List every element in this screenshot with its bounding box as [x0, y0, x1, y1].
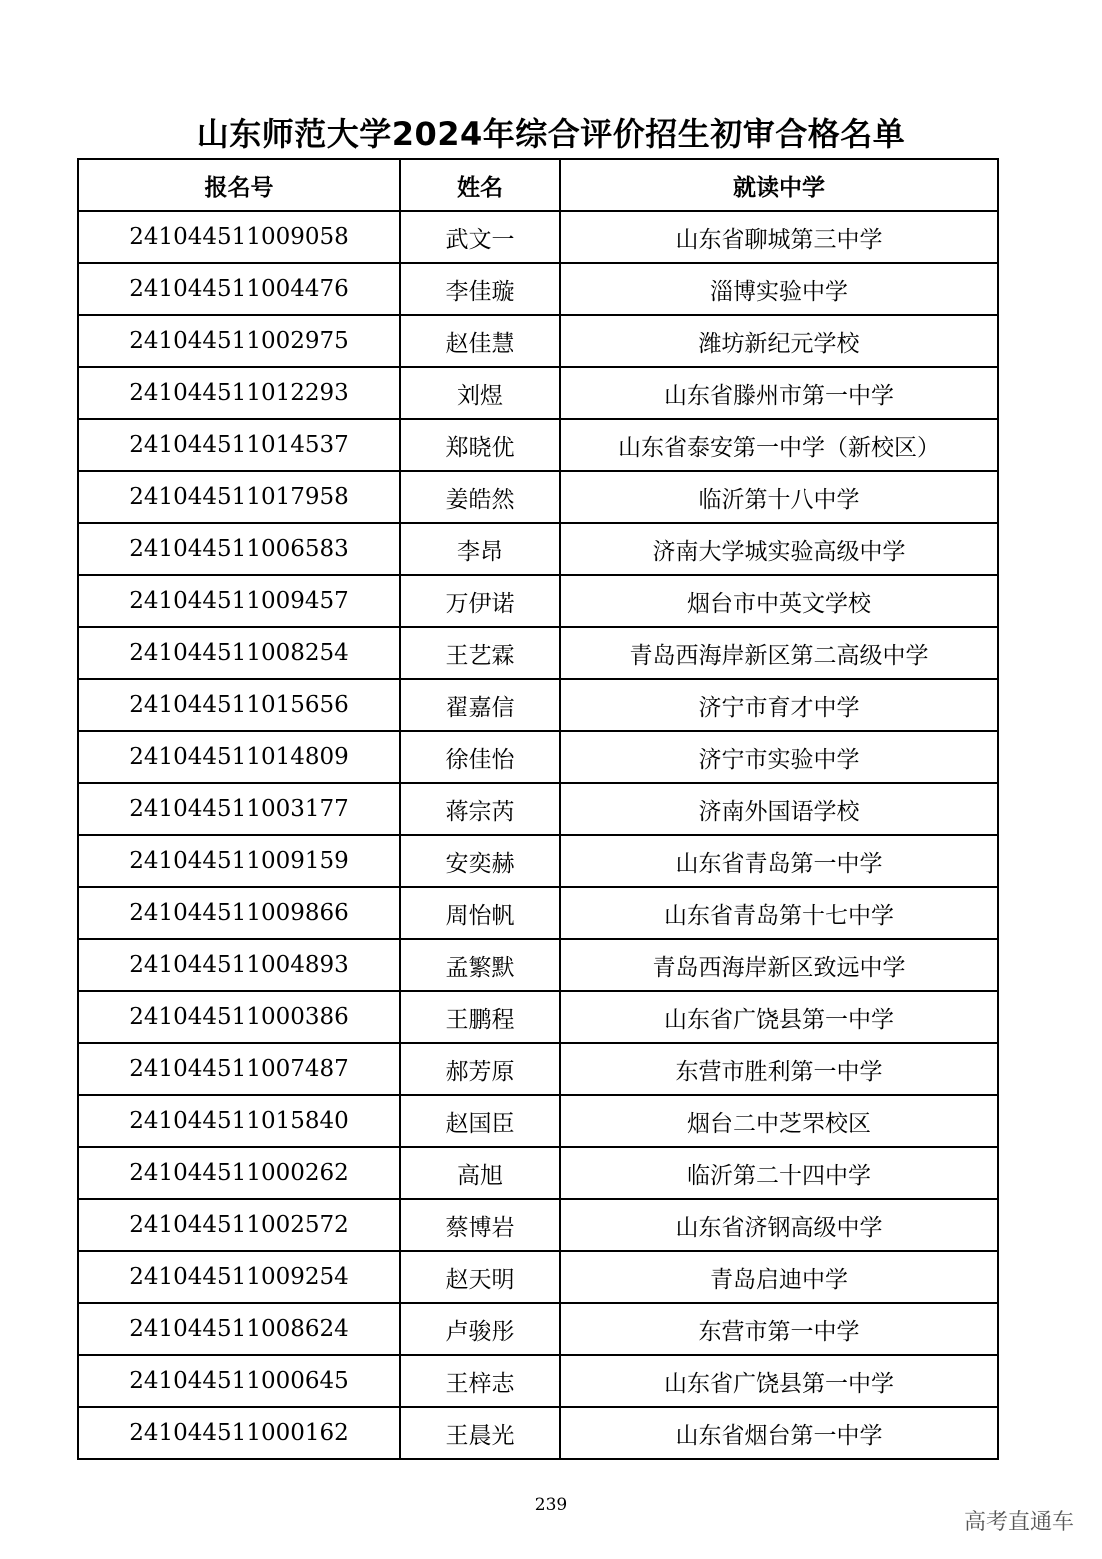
- table-row: [78, 627, 998, 679]
- school-name-cell: 青岛西海岸新区致远中学: [560, 939, 998, 991]
- registration-number-cell: 241044511007487: [78, 1043, 400, 1095]
- student-name-cell: 王鹏程: [400, 991, 560, 1043]
- registration-number-cell: 241044511009058: [78, 211, 400, 263]
- table-row: [78, 1095, 998, 1147]
- watermark-text: 高考直通车: [963, 1510, 1074, 1535]
- table-row: [78, 523, 998, 575]
- registration-number-cell: 241044511004476: [78, 263, 400, 315]
- student-name-cell: 赵佳慧: [400, 315, 560, 367]
- school-name-cell: 济宁市实验中学: [560, 731, 998, 783]
- registration-number-cell: 241044511017958: [78, 471, 400, 523]
- school-name-cell: 淄博实验中学: [560, 263, 998, 315]
- table-row: [78, 1407, 998, 1459]
- table-row: [78, 1199, 998, 1251]
- table-row: [78, 679, 998, 731]
- table-row: [78, 419, 998, 471]
- school-name-cell: 山东省聊城第三中学: [560, 211, 998, 263]
- registration-number-cell: 241044511000645: [78, 1355, 400, 1407]
- student-name-cell: 万伊诺: [400, 575, 560, 627]
- registration-number-cell: 241044511004893: [78, 939, 400, 991]
- table-row: [78, 1251, 998, 1303]
- table-row: [78, 1043, 998, 1095]
- student-name-cell: 李佳璇: [400, 263, 560, 315]
- registration-number-cell: 241044511015656: [78, 679, 400, 731]
- registration-number-cell: 241044511014809: [78, 731, 400, 783]
- table-row: [78, 887, 998, 939]
- student-name-cell: 徐佳怡: [400, 731, 560, 783]
- column-header-school: 就读中学: [560, 159, 998, 211]
- school-name-cell: 青岛西海岸新区第二高级中学: [560, 627, 998, 679]
- student-name-cell: 王艺霖: [400, 627, 560, 679]
- registration-number-cell: 241044511009254: [78, 1251, 400, 1303]
- registration-number-cell: 241044511006583: [78, 523, 400, 575]
- student-name-cell: 蔡博岩: [400, 1199, 560, 1251]
- table-row: [78, 263, 998, 315]
- student-name-cell: 赵国臣: [400, 1095, 560, 1147]
- page-title: 山东师范大学2024年综合评价招生初审合格名单: [196, 115, 906, 153]
- registration-number-cell: 241044511009866: [78, 887, 400, 939]
- registration-number-cell: 241044511000162: [78, 1407, 400, 1459]
- school-name-cell: 东营市胜利第一中学: [560, 1043, 998, 1095]
- page-number: 239: [534, 1495, 568, 1515]
- table-row: [78, 575, 998, 627]
- table-row: [78, 211, 998, 263]
- registration-number-cell: 241044511014537: [78, 419, 400, 471]
- school-name-cell: 济南外国语学校: [560, 783, 998, 835]
- table-row: [78, 835, 998, 887]
- table-body: [78, 211, 998, 1459]
- student-name-cell: 郑晓优: [400, 419, 560, 471]
- table-row: [78, 1147, 998, 1199]
- registration-number-cell: 241044511008624: [78, 1303, 400, 1355]
- student-name-cell: 孟繁默: [400, 939, 560, 991]
- student-name-cell: 郝芳原: [400, 1043, 560, 1095]
- column-header-registration-number: 报名号: [78, 159, 400, 211]
- school-name-cell: 烟台二中芝罘校区: [560, 1095, 998, 1147]
- table-row: [78, 1303, 998, 1355]
- school-name-cell: 山东省广饶县第一中学: [560, 1355, 998, 1407]
- school-name-cell: 烟台市中英文学校: [560, 575, 998, 627]
- column-header-name: 姓名: [400, 159, 560, 211]
- table-row: [78, 315, 998, 367]
- student-name-cell: 卢骏彤: [400, 1303, 560, 1355]
- school-name-cell: 山东省青岛第一中学: [560, 835, 998, 887]
- student-name-cell: 王梓志: [400, 1355, 560, 1407]
- registration-number-cell: 241044511009159: [78, 835, 400, 887]
- student-name-cell: 翟嘉信: [400, 679, 560, 731]
- table-row: [78, 783, 998, 835]
- table-row: [78, 939, 998, 991]
- school-name-cell: 临沂第十八中学: [560, 471, 998, 523]
- student-name-cell: 赵天明: [400, 1251, 560, 1303]
- table-header-row: [78, 159, 998, 211]
- registration-number-cell: 241044511000262: [78, 1147, 400, 1199]
- registration-number-cell: 241044511012293: [78, 367, 400, 419]
- table-row: [78, 367, 998, 419]
- school-name-cell: 山东省广饶县第一中学: [560, 991, 998, 1043]
- registration-number-cell: 241044511003177: [78, 783, 400, 835]
- table-row: [78, 471, 998, 523]
- student-name-cell: 李昂: [400, 523, 560, 575]
- student-name-cell: 刘煜: [400, 367, 560, 419]
- school-name-cell: 山东省青岛第十七中学: [560, 887, 998, 939]
- school-name-cell: 济南大学城实验高级中学: [560, 523, 998, 575]
- school-name-cell: 山东省泰安第一中学（新校区）: [560, 419, 998, 471]
- registration-number-cell: 241044511000386: [78, 991, 400, 1043]
- school-name-cell: 临沂第二十四中学: [560, 1147, 998, 1199]
- school-name-cell: 东营市第一中学: [560, 1303, 998, 1355]
- school-name-cell: 济宁市育才中学: [560, 679, 998, 731]
- table-row: [78, 731, 998, 783]
- registration-number-cell: 241044511015840: [78, 1095, 400, 1147]
- registration-number-cell: 241044511008254: [78, 627, 400, 679]
- student-name-cell: 蒋宗芮: [400, 783, 560, 835]
- school-name-cell: 潍坊新纪元学校: [560, 315, 998, 367]
- table-row: [78, 991, 998, 1043]
- registration-number-cell: 241044511002975: [78, 315, 400, 367]
- school-name-cell: 山东省滕州市第一中学: [560, 367, 998, 419]
- student-name-cell: 武文一: [400, 211, 560, 263]
- admission-list-table: [77, 158, 999, 1460]
- student-name-cell: 姜皓然: [400, 471, 560, 523]
- school-name-cell: 山东省烟台第一中学: [560, 1407, 998, 1459]
- student-name-cell: 周怡帆: [400, 887, 560, 939]
- school-name-cell: 山东省济钢高级中学: [560, 1199, 998, 1251]
- student-name-cell: 王晨光: [400, 1407, 560, 1459]
- student-name-cell: 高旭: [400, 1147, 560, 1199]
- school-name-cell: 青岛启迪中学: [560, 1251, 998, 1303]
- student-name-cell: 安奕赫: [400, 835, 560, 887]
- registration-number-cell: 241044511009457: [78, 575, 400, 627]
- registration-number-cell: 241044511002572: [78, 1199, 400, 1251]
- table-row: [78, 1355, 998, 1407]
